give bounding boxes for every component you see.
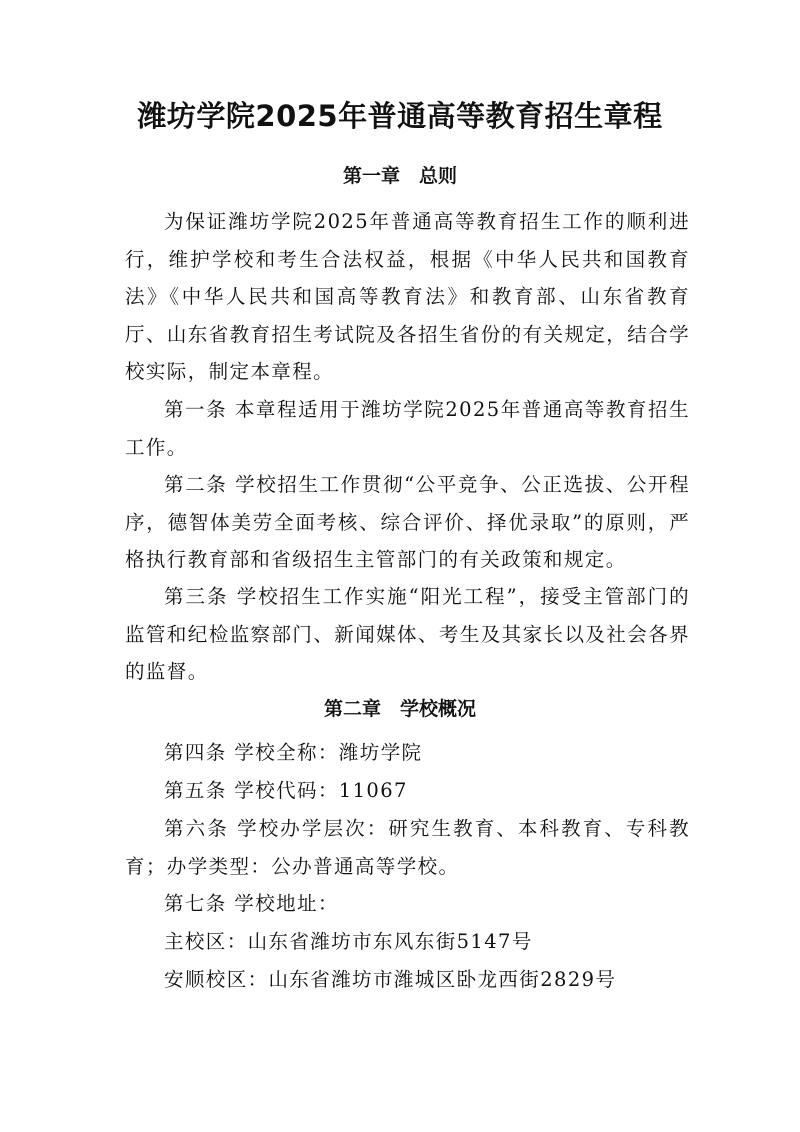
article-1: 第一条 本章程适用于潍坊学院2025年普通高等教育招生工作。 (125, 398, 690, 459)
article-4: 第四条 学校全称：潍坊学院 (164, 741, 423, 764)
chapter-1-heading: 第一章 总则 (342, 165, 457, 187)
main-campus-address: 主校区：山东省潍坊市东风东街5147号 (164, 930, 533, 953)
article-6: 第六条 学校办学层次：研究生教育、本科教育、专科教育；办学类型：公办普通高等学校。 (125, 817, 690, 878)
chapter-1-intro-paragraph: 为保证潍坊学院2025年普通高等教育招生工作的顺利进行，维护学校和考生合法权益，根据《中华人民共和国教育法》《中华人民共和国高等教育法》和教育部、山东省教育厅、山东省教育招生考试院及各招生省份的有关规定，结合学校实际，制定本章程。 (125, 210, 690, 384)
article-5: 第五条 学校代码：11067 (164, 779, 408, 802)
article-7: 第七条 学校地址： (164, 892, 339, 915)
article-3: 第三条 学校招生工作实施“阳光工程”，接受主管部门的监管和纪检监察部门、新闻媒体、考生及其家长以及社会各界的监督。 (125, 585, 690, 684)
chapter-2-heading: 第二章 学校概况 (323, 698, 476, 720)
anshun-campus-address: 安顺校区：山东省潍坊市潍城区卧龙西街2829号 (164, 968, 617, 991)
document-title: 潍坊学院2025年普通高等教育招生章程 (137, 99, 663, 133)
article-2: 第二条 学校招生工作贯彻“公平竞争、公正选拔、公开程序，德智体美劳全面考核、综合评价、择优录取”的原则，严格执行教育部和省级招生主管部门的有关政策和规定。 (125, 473, 690, 572)
